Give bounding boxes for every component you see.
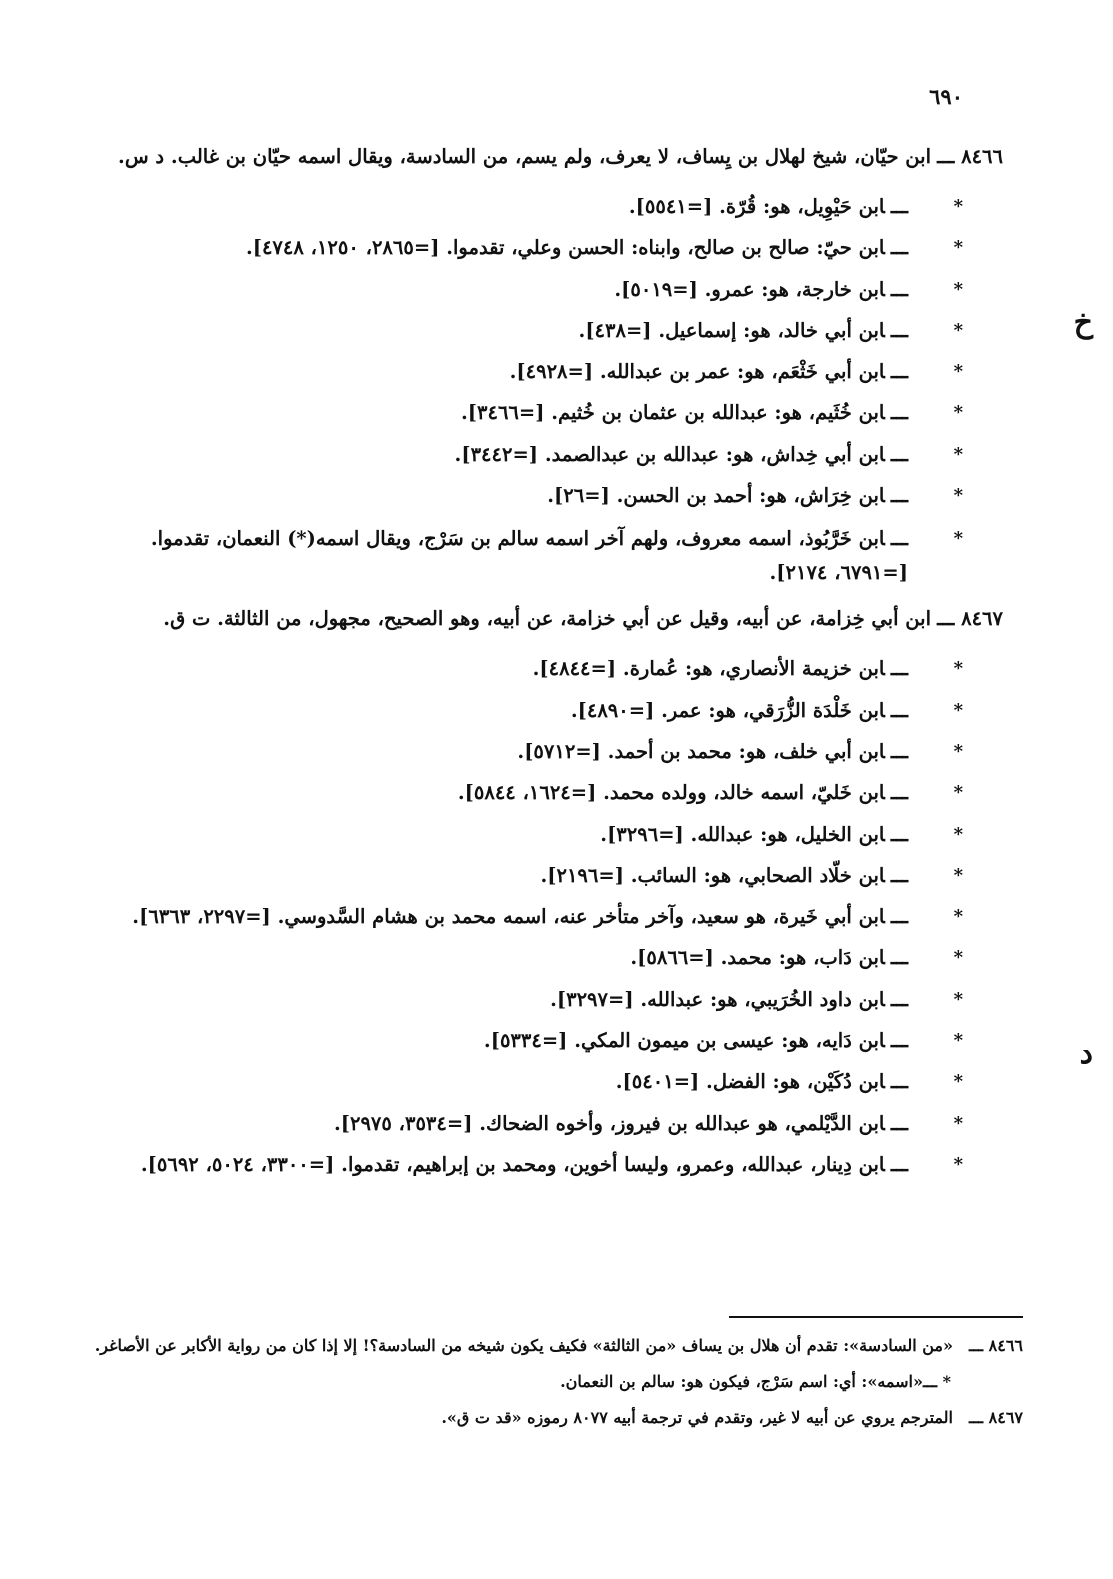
star-marker: *	[953, 740, 963, 762]
cross-reference: * ـــابن أبي خِداش، هو: عبدالله بن عبدالصمد. [=٣٤٤٢].	[83, 434, 1003, 475]
cross-reference: * ـــابن خَليّ، اسمه خالد، وولده محمد. [=١٦٢٤، ٥٨٤٤].	[83, 772, 1003, 813]
footnote-number: ٨٤٦٦ ـــ	[968, 1336, 1023, 1355]
cross-reference: * ـــابن خَرَّبُوذ، اسمه معروف، ولهم آخر اسمه سالم بن سَرْج، ويقال اسمه(*) النعمان، تقدموا. [=٦٧٩١، ٢١٧٤].	[83, 522, 1003, 590]
footnotes	[83, 1330, 1023, 1438]
cross-reference: * ـــابن خِرَاش، هو: أحمد بن الحسن. [=٢٦].	[83, 475, 1003, 516]
cross-reference: * ـــابن حَيْوِيل، هو: قُرّة. [=٥٥٤١].	[83, 186, 1003, 227]
cross-reference: * ـــابن خزيمة الأنصاري، هو: عُمارة. [=٤٨٤٤].	[83, 648, 1003, 689]
star-marker: *	[953, 658, 963, 680]
star-marker: *	[953, 196, 963, 217]
page-number: ٦٩٠	[929, 84, 963, 109]
star-marker: *	[953, 485, 963, 507]
star-marker: *	[953, 319, 963, 341]
footnote-number: ٨٤٦٧ ـــ	[968, 1408, 1023, 1427]
star-marker: *	[953, 237, 963, 259]
star-marker: *	[953, 1071, 963, 1093]
star-marker: *	[953, 361, 963, 383]
entry-number: ٨٤٦٧ ـــ	[937, 607, 1003, 631]
cross-reference: * ـــابن دِينار، عبدالله، وعمرو، وليسا أخوين، ومحمد بن إبراهيم، تقدموا. [=٣٣٠٠، ٥٠٢٤، ٥٦٩٢].	[83, 1144, 1003, 1185]
cross-reference: * ـــابن داود الخُرَيبي، هو: عبدالله. [=٣٢٩٧].	[83, 979, 1003, 1020]
star-marker: *	[953, 1153, 963, 1175]
star-marker: *	[953, 947, 963, 969]
entry-8466	[83, 140, 1003, 174]
footnote-text: «من السادسة»: تقدم أن هلال بن يساف «من الثالثة» فكيف يكون شيخه من السادسة؟! إلا إذا كان من رواية الأكابر عن الأصاغر.	[94, 1336, 953, 1355]
star-marker: *	[953, 528, 963, 550]
cross-reference: * ـــابن حيّ: صالح بن صالح، وابناه: الحسن وعلي، تقدموا. [=٢٨٦٥، ١٢٥٠، ٤٧٤٨].	[83, 227, 1003, 268]
margin-letter-dal: د	[1079, 1036, 1093, 1071]
main-text	[83, 140, 1003, 1185]
entry-text: ابن حيّان، شيخ لهلال بن يِساف، لا يعرف، ولم يسم، من السادسة، ويقال اسمه حيّان بن غالب. د س.	[118, 145, 931, 168]
cross-reference: * ـــابن أبي خَيرة، هو سعيد، وآخر متأخر عنه، اسمه محمد بن هشام السَّدوسي. [=٢٢٩٧، ٦٣٦٣].	[83, 896, 1003, 937]
entry-number: ٨٤٦٦ ـــ	[937, 145, 1003, 168]
cross-reference: * ـــابن أبي خَثْعَم، هو: عمر بن عبدالله. [=٤٩٢٨].	[83, 351, 1003, 392]
cross-reference: * ـــابن الخليل، هو: عبدالله. [=٣٢٩٦].	[83, 814, 1003, 855]
star-marker: *	[953, 278, 963, 300]
entry-text: ابن أبي خِزامة، عن أبيه، وقيل عن أبي خزامة، عن أبيه، وهو الصحيح، مجهول، من الثالثة. ت ق.	[163, 607, 931, 631]
margin-letter-kha: خ	[1073, 305, 1093, 340]
star-marker: *	[953, 1030, 963, 1052]
footnote-text: «اسمه»: أي: اسم سَرْج، فيكون هو: سالم بن النعمان.	[560, 1372, 923, 1391]
cross-reference: * ـــابن خُثَيم، هو: عبدالله بن عثمان بن خُثيم. [=٣٤٦٦].	[83, 392, 1003, 433]
star-marker: *	[953, 988, 963, 1010]
cross-reference: * ـــابن خلّاد الصحابي، هو: السائب. [=٢١٩٦].	[83, 855, 1003, 896]
cross-reference: * ـــابن دَاب، هو: محمد. [=٥٨٦٦].	[83, 937, 1003, 978]
footnote-star	[83, 1366, 1023, 1398]
cross-reference: * ـــابن الدَّيْلمي، هو عبدالله بن فيروز، وأخوه الضحاك. [=٣٥٣٤، ٢٩٧٥].	[83, 1103, 1003, 1144]
cross-reference: * ـــابن أبي خالد، هو: إسماعيل. [=٤٣٨].	[83, 310, 1003, 351]
star-marker: * ـــ	[922, 1372, 951, 1391]
cross-reference: * ـــابن دُكَيْن، هو: الفضل. [=٥٤٠١].	[83, 1061, 1003, 1102]
star-marker: *	[953, 402, 963, 424]
star-marker: *	[953, 782, 963, 804]
footnote-text: المترجم يروي عن أبيه لا غير، وتقدم في ترجمة أبيه ٨٠٧٧ رموزه «قد ت ق».	[441, 1408, 953, 1427]
star-marker: *	[953, 1112, 963, 1134]
cross-reference: * ـــابن دَايه، هو: عيسى بن ميمون المكي. [=٥٣٣٤].	[83, 1020, 1003, 1061]
star-marker: *	[953, 699, 963, 721]
cross-reference: * ـــابن خارجة، هو: عمرو. [=٥٠١٩].	[83, 269, 1003, 310]
entry-8467	[83, 602, 1003, 636]
footnote-divider	[729, 1316, 1023, 1318]
cross-reference: * ـــابن خَلْدَة الزُّرَقي، هو: عمر. [=٤٨٩٠].	[83, 690, 1003, 731]
star-marker: *	[953, 443, 963, 465]
cross-reference: * ـــابن أبي خلف، هو: محمد بن أحمد. [=٥٧١٢].	[83, 731, 1003, 772]
star-marker: *	[953, 823, 963, 845]
footnote-8467	[83, 1402, 1023, 1434]
footnote-8466	[83, 1330, 1023, 1362]
star-marker: *	[953, 906, 963, 928]
star-marker: *	[953, 864, 963, 886]
